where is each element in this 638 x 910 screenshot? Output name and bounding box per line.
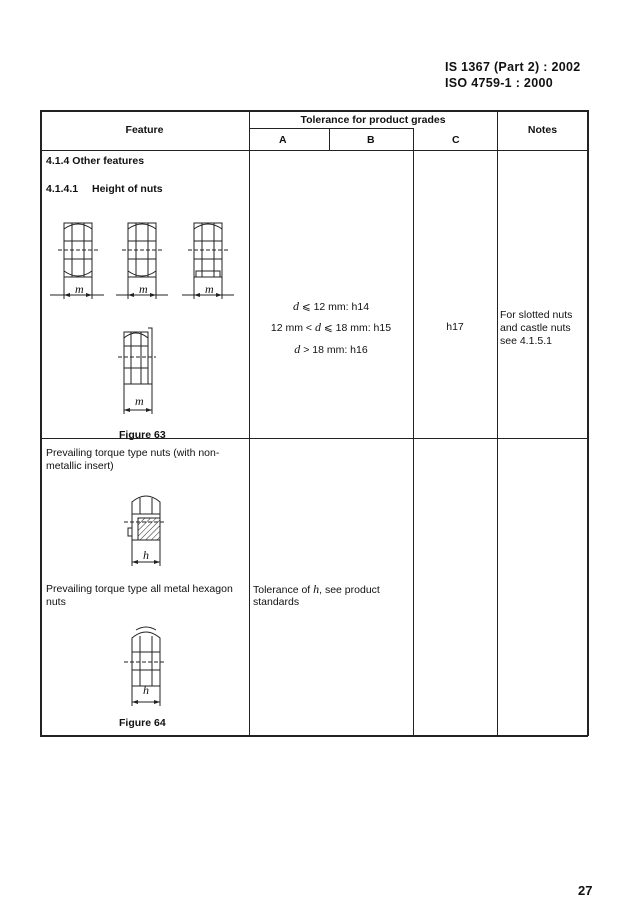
notes-line2: and castle nuts: [500, 322, 571, 334]
item-prevailing-torque-all-metal-line1: Prevailing torque type all metal hexagon: [46, 583, 233, 595]
column-header-tolerance: Tolerance for product grades: [300, 114, 446, 126]
dimension-label-m: m: [139, 282, 148, 296]
dimension-label-m: m: [75, 282, 84, 296]
tolerance-grade-c-value: h17: [446, 321, 464, 333]
item-prevailing-torque-nonmetallic-line2: metallic insert): [46, 460, 114, 472]
standard-number-is: IS 1367 (Part 2) : 2002: [445, 60, 581, 74]
dimension-label-m: m: [135, 394, 144, 408]
item-prevailing-torque-all-metal-line2: nuts: [46, 596, 66, 608]
subsection-title: Height of nuts: [92, 183, 163, 195]
column-header-grade-b: B: [367, 134, 375, 146]
tolerance-grade-a-line2: 12 mm < d ⩽ 18 mm: h15: [270, 320, 392, 334]
standard-number-iso: ISO 4759-1 : 2000: [445, 76, 553, 90]
item-prevailing-torque-nonmetallic-line1: Prevailing torque type nuts (with non-: [46, 447, 220, 459]
dimension-label-h: h: [143, 548, 149, 562]
notes-line1: For slotted nuts: [500, 309, 573, 321]
figure-63-caption: Figure 63: [119, 429, 166, 441]
page-number: 27: [578, 883, 593, 898]
tolerance-grade-a-line3: d > 18 mm: h16: [294, 342, 368, 356]
tolerance-grade-a-line1: d ⩽ 12 mm: h14: [292, 299, 370, 313]
column-header-notes: Notes: [527, 124, 558, 136]
subsection-number: 4.1.4.1: [46, 183, 79, 195]
notes-line3: see 4.1.5.1: [500, 335, 552, 347]
dimension-label-h: h: [143, 683, 149, 697]
dimension-label-m: m: [205, 282, 214, 296]
tolerance-product-standards-line2: standards: [253, 596, 300, 608]
figure-64-caption: Figure 64: [119, 717, 166, 729]
section-heading: 4.1.4 Other features: [46, 155, 145, 167]
column-header-grade-a: A: [279, 134, 287, 146]
column-header-feature: Feature: [125, 124, 164, 136]
tolerance-product-standards-line1: Tolerance of h, see product: [253, 582, 380, 596]
column-header-grade-c: C: [452, 134, 460, 146]
